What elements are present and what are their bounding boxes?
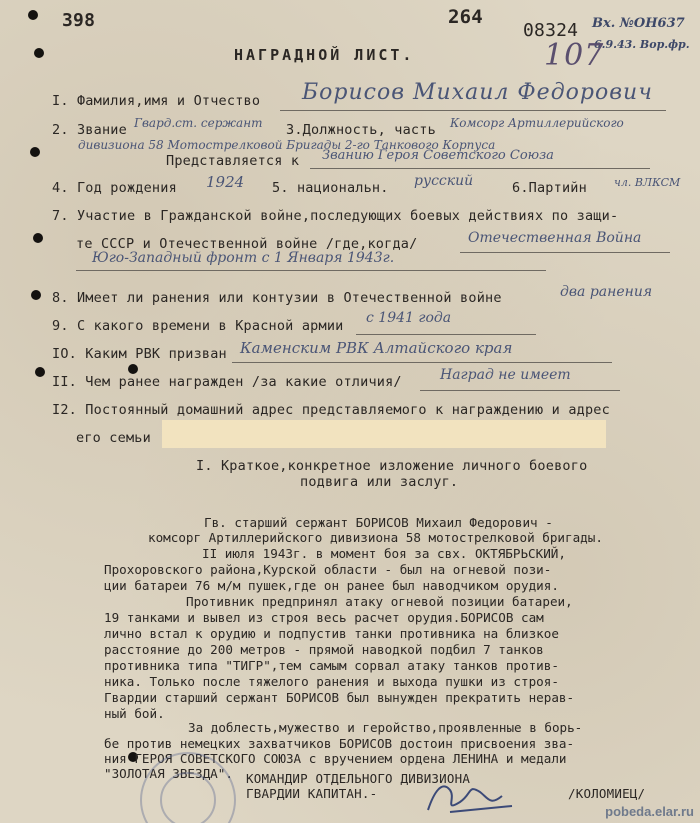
field-nominated-line	[310, 168, 650, 169]
field-10-line	[232, 362, 612, 363]
field-7-value-2: Юго-Западный фронт с 1 Января 1943г.	[92, 250, 395, 266]
body-line: ный бой.	[104, 706, 165, 721]
punch-hole	[30, 147, 40, 157]
section-heading-2: подвига или заслуг.	[300, 474, 459, 490]
unit-seal-stamp-inner	[160, 772, 216, 823]
body-line: "ЗОЛОТАЯ ЗВЕЗДА".	[104, 766, 233, 781]
signatory-title-1: КОМАНДИР ОТДЕЛЬНОГО ДИВИЗИОНА	[246, 771, 471, 786]
punch-hole	[33, 233, 43, 243]
archive-number-center: 264	[448, 6, 483, 28]
redacted-address-area	[162, 420, 606, 448]
handwritten-signature-icon	[420, 772, 520, 818]
field-7-label-2: те СССР и Отечественной войне /где,когда/	[76, 236, 418, 252]
body-line: ния ГЕРОЯ СОВЕТСКОГО СОЮЗА с вручением ордена ЛЕНИНА и медали	[104, 751, 567, 766]
body-line: бе против немецких захватчиков БОРИСОВ достоин присвоения зва-	[104, 736, 575, 751]
body-line: Противник предпринял атаку огневой позиции батареи,	[186, 594, 573, 609]
handwritten-mark: 107	[544, 38, 605, 73]
field-1-value: Борисов Михаил Федорович	[302, 80, 653, 105]
signatory-title-2: ГВАРДИИ КАПИТАН.-	[246, 786, 378, 801]
field-11-label: II. Чем ранее награжден /за какие отличия/	[52, 374, 402, 390]
body-line: ции батареи 76 м/м пушек,где он ранее был наводчиком орудия.	[104, 578, 559, 593]
field-2-label: 2. Звание	[52, 122, 127, 138]
archive-number-right: 08324	[523, 20, 579, 41]
field-8-value: два ранения	[560, 284, 653, 300]
field-7-line-2	[76, 270, 546, 271]
field-1-line	[280, 110, 666, 111]
field-3-label: 3.Должность, часть	[286, 122, 436, 138]
incoming-date-note: 6.9.43. Вор.фр.	[594, 38, 690, 51]
field-nominated-value: Званию Героя Советского Союза	[322, 148, 554, 163]
body-line: расстояние до 200 метров - прямой наводкой подбил 7 танков	[104, 642, 544, 657]
field-7-label-1: 7. Участие в Гражданской войне,последующих боевых действиях по защи-	[52, 208, 619, 224]
section-heading-1: I. Краткое,конкретное изложение личного боевого	[196, 458, 588, 474]
incoming-note: Вх. №ОН637	[592, 16, 685, 31]
field-10-value: Каменским РВК Алтайского края	[240, 339, 513, 357]
field-4-value: 1924	[206, 173, 245, 191]
punch-hole	[128, 364, 138, 374]
field-11-line	[420, 390, 620, 391]
field-7-value-1: Отечественная Война	[468, 230, 642, 246]
field-9-line	[356, 334, 536, 335]
body-line: ника. Только после тяжелого ранения и выхода пушки из строя-	[104, 674, 559, 689]
punch-hole	[35, 367, 45, 377]
field-3-value: Комсорг Артиллерийского	[450, 116, 624, 130]
archive-number-left: 398	[62, 10, 96, 31]
punch-hole	[34, 48, 44, 58]
body-line: 19 танками и вывел из строя весь расчет орудия.БОРИСОВ сам	[104, 610, 544, 625]
body-line: лично встал к орудию и подпустив танки противника на близкое	[104, 626, 559, 641]
field-9-label: 9. С какого времени в Красной армии	[52, 318, 344, 334]
field-2-value: Гвард.ст. сержант	[134, 116, 263, 130]
body-line: противника типа "ТИГР",тем самым сорвал атаку танков против-	[104, 658, 559, 673]
field-4-label: 4. Год рождения	[52, 180, 177, 196]
field-5-label: 5. национальн.	[272, 180, 389, 196]
body-line: II июля 1943г. в момент боя за свх. ОКТЯБРЬСКИЙ,	[202, 546, 566, 561]
field-1-label: I. Фамилия,имя и Отчество	[52, 93, 261, 109]
field-10-label: IO. Каким РВК призван	[52, 346, 227, 362]
signatory-name: /КОЛОМИЕЦ/	[568, 786, 646, 801]
field-8-label: 8. Имеет ли ранения или контузии в Отечественной войне	[52, 290, 502, 306]
punch-hole	[31, 290, 41, 300]
field-6-value: чл. ВЛКСМ	[614, 176, 681, 189]
field-3-value-cont: дивизиона 58 Мотострелковой Бригады 2-го Танкового Корпуса	[78, 138, 496, 152]
field-nominated-label: Представляется к	[166, 153, 300, 169]
punch-hole	[28, 10, 38, 20]
source-watermark: pobeda.elar.ru	[605, 804, 694, 819]
body-line: Прохоровского района,Курской области - был на огневой пози-	[104, 562, 552, 577]
field-12-label-1: I2. Постоянный домашний адрес представляемого к награждению и адрес	[52, 402, 610, 418]
body-line: Гв. старший сержант БОРИСОВ Михаил Федорович -	[204, 515, 553, 530]
document-title: НАГРАДНОЙ ЛИСТ.	[234, 46, 415, 64]
body-line: Гвардии старший сержант БОРИСОВ был вынужден прекратить нерав-	[104, 690, 575, 705]
field-7-line-1	[460, 252, 670, 253]
field-11-value: Наград не имеет	[440, 367, 571, 383]
field-12-label-2: его семьи	[76, 430, 151, 446]
field-6-label: 6.Партийн	[512, 180, 587, 196]
field-9-value: с 1941 года	[366, 310, 452, 326]
field-5-value: русский	[414, 173, 474, 189]
body-line: комсорг Артиллерийского дивизиона 58 мотострелковой бригады.	[148, 530, 603, 545]
body-line: За доблесть,мужество и геройство,проявленные в борь-	[188, 720, 583, 735]
